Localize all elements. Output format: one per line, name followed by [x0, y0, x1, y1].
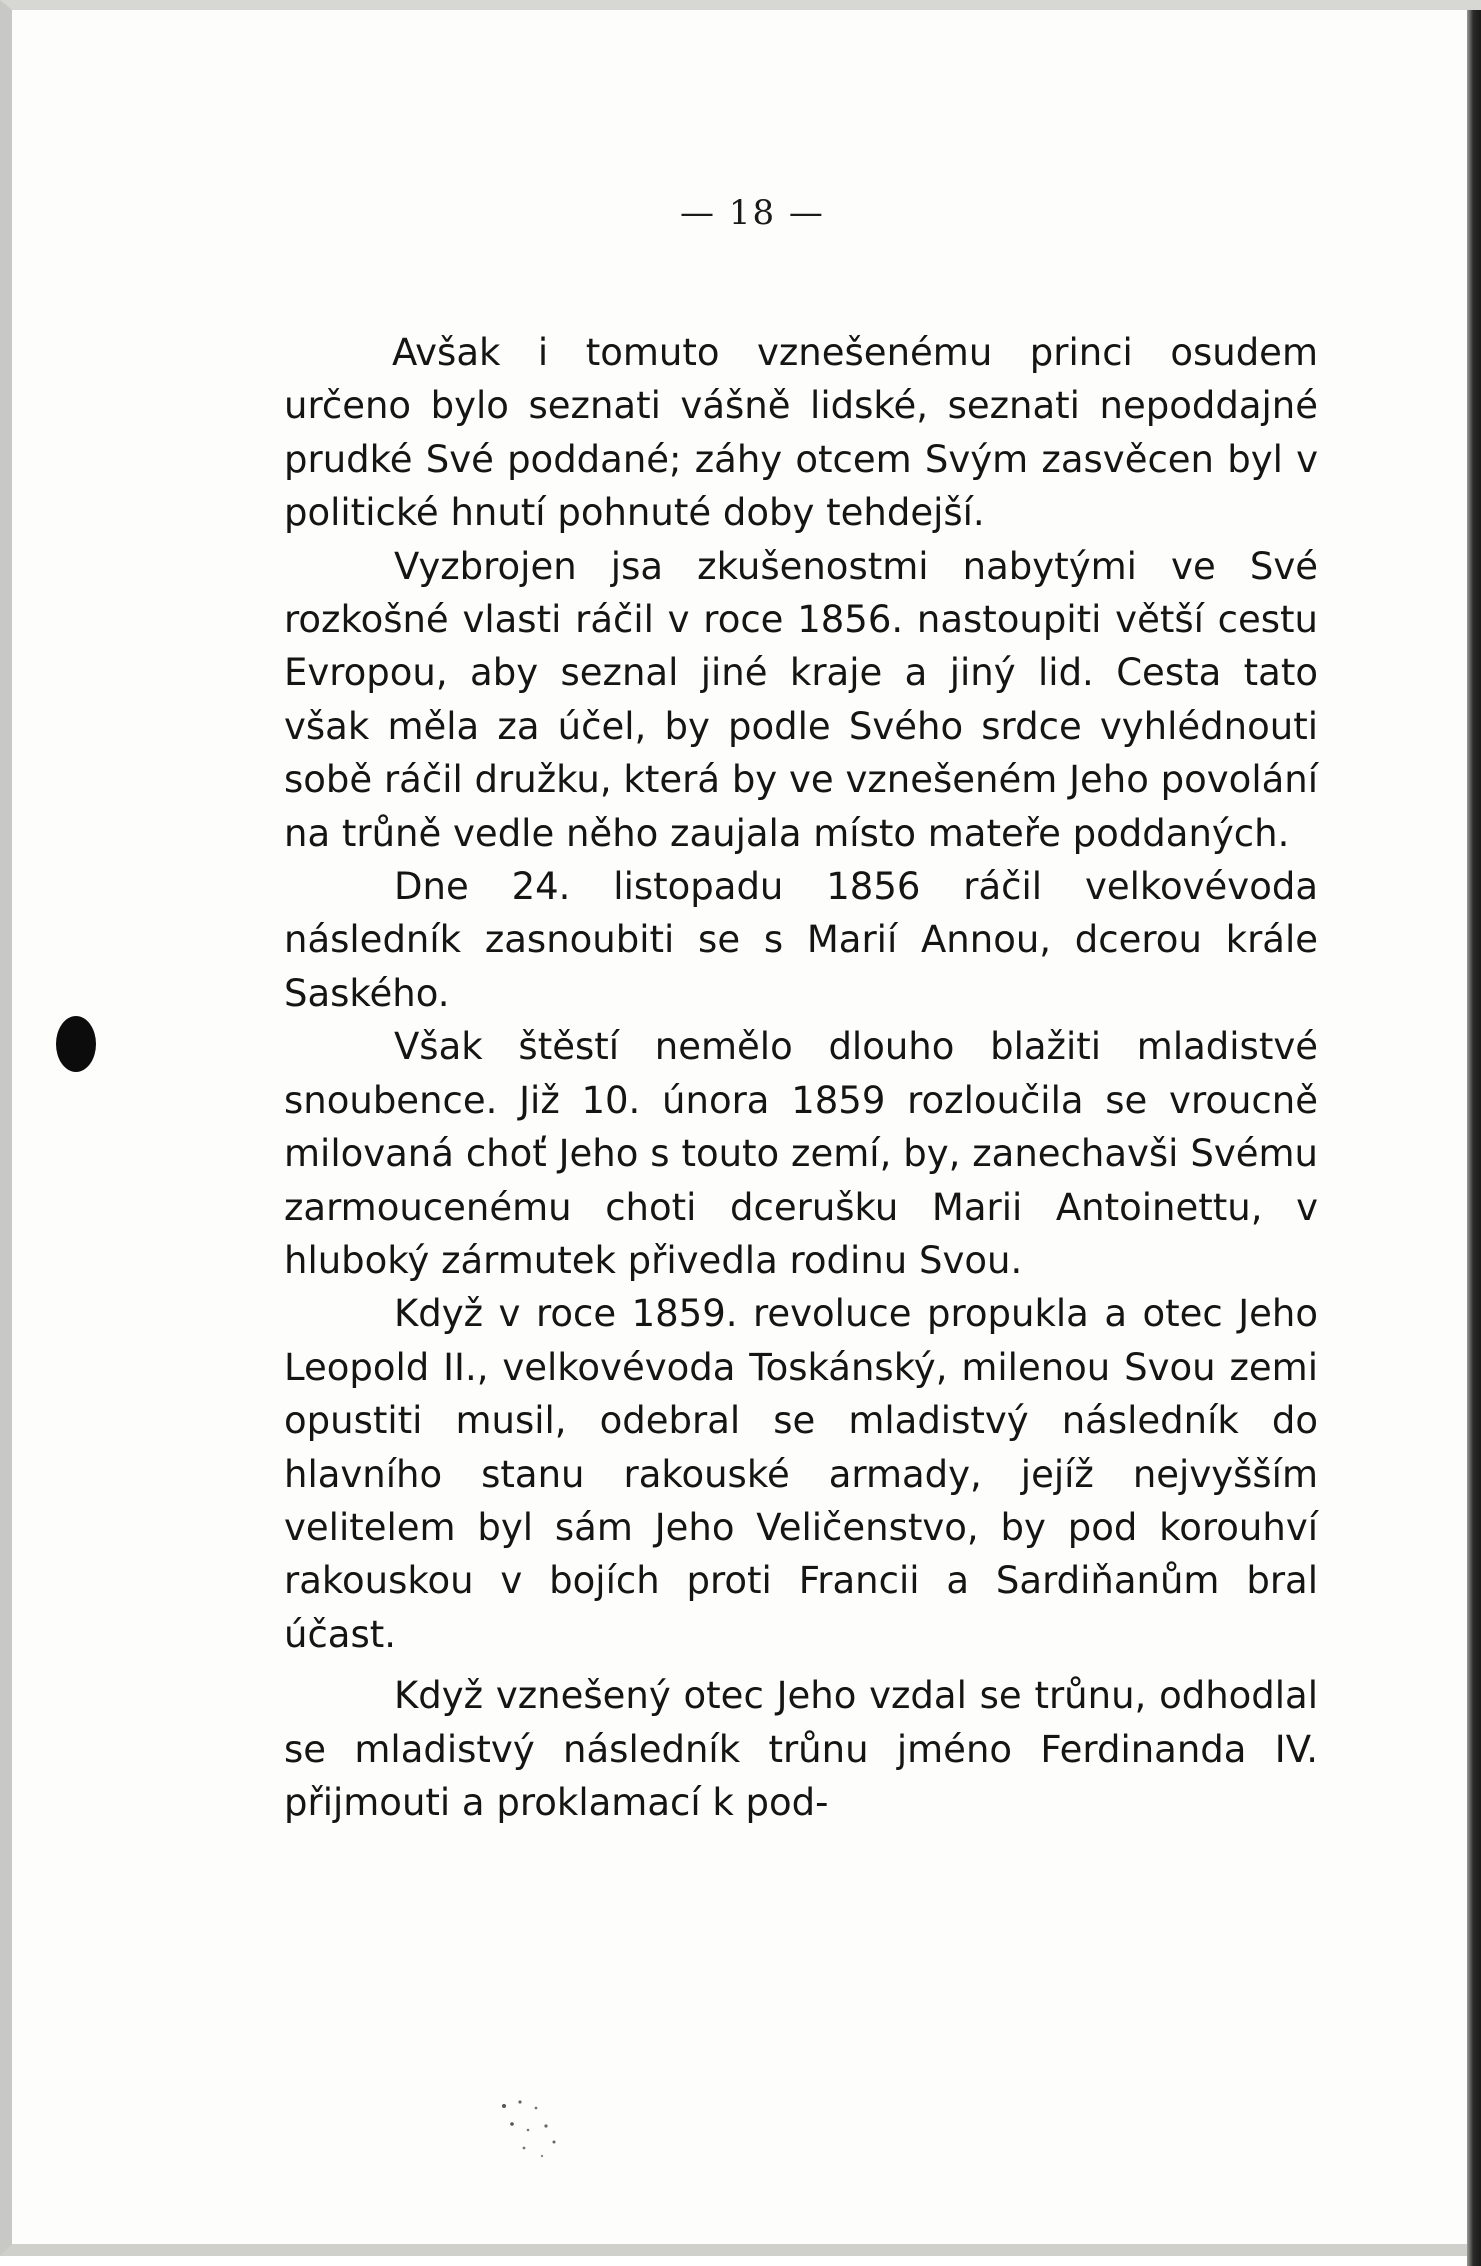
body-text: [284, 326, 1318, 1829]
paragraph-3: Dne 24. listopadu 1856 ráčil velkovévoda následník zasnoubiti se s Marií Annou, dcerou krále Saského.: [284, 865, 1318, 1015]
ink-specks: [498, 2096, 588, 2176]
binding-hole: [56, 1016, 96, 1072]
paragraph-4: Však štěstí nemělo dlouho blažiti mladistvé snoubence. Již 10. února 1859 rozloučila se vroucně milovaná choť Jeho s touto zemí, by, zanechavši Svému zarmoucenému choti dcerušku Marii Antoinettu, v hluboký zármutek přivedla rodinu Svou.: [284, 1025, 1318, 1282]
page-edge-shadow: [1467, 10, 1481, 2266]
paragraph-1: Avšak i tomuto vznešenému princi osudem určeno bylo seznati vášně lidské, seznati nepoddajné prudké Své poddané; záhy otcem Svým zasvěcen byl v politické hnutí pohnuté doby tehdejší.: [284, 331, 1318, 535]
paragraph-6: Když vznešený otec Jeho vzdal se trůnu, odhodlal se mladistvý následník trůnu jméno Ferdinanda IV. přijmouti a proklamací k pod-: [284, 1674, 1318, 1824]
paragraph-5: Když v roce 1859. revoluce propukla a otec Jeho Leopold II., velkovévoda Toskánský, milenou Svou zemi opustiti musil, odebral se mladistvý následník do hlavního stanu rakouské armady, jejíž nejvyšším velitelem byl sám Jeho Veličenstvo, by pod korouhví rakouskou v bojích proti Francii a Sardiňanům bral účast.: [284, 1292, 1318, 1656]
paragraph-2: Vyzbrojen jsa zkušenostmi nabytými ve Své rozkošné vlasti ráčil v roce 1856. nastoupiti větší cestu Evropou, aby seznal jiné kraje a jiný lid. Cesta tato však měla za účel, by podle Svého srdce vyhlédnouti sobě ráčil družku, která by ve vznešeném Jeho povolání na trůně vedle něho zaujala místo mateře poddaných.: [284, 544, 1318, 855]
page-number: — 18 —: [680, 193, 825, 233]
